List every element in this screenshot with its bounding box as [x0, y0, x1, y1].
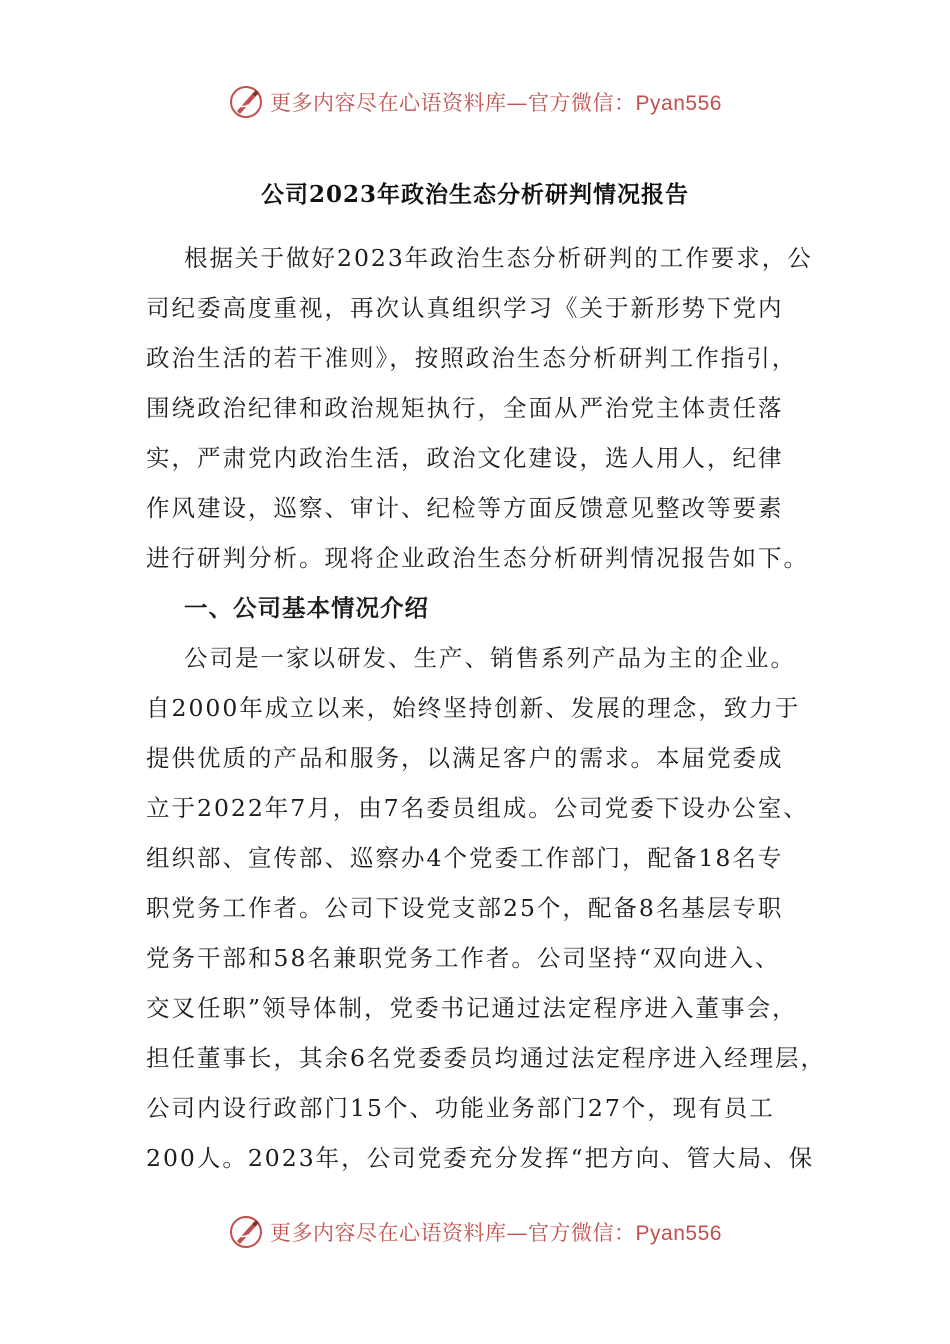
- paragraph-line: 司纪委高度重视，再次认真组织学习《关于新形势下党内: [146, 294, 784, 322]
- footer-banner: [0, 1212, 950, 1252]
- paragraph-line: 提供优质的产品和服务，以满足客户的需求。本届党委成: [146, 744, 784, 772]
- document-title: 公司2023年政治生态分析研判情况报告: [260, 181, 689, 208]
- banner-text: [270, 1217, 722, 1247]
- paragraph-line: 围绕政治纪律和政治规矩执行，全面从严治党主体责任落: [146, 394, 784, 422]
- banner-label: 更多内容尽在心语资料库—官方微信：: [270, 91, 636, 115]
- paragraph-line: 组织部、宣传部、巡察办4个党委工作部门，配备18名专: [146, 844, 784, 872]
- paragraph-line: 交叉任职”领导体制，党委书记通过法定程序进入董事会，: [146, 994, 798, 1022]
- document-body: [146, 233, 826, 1183]
- paragraph-line: 担任董事长，其余6名党委委员均通过法定程序进入经理层，: [146, 1044, 826, 1072]
- paragraph-line: 作风建设，巡察、审计、纪检等方面反馈意见整改等要素: [146, 494, 784, 522]
- banner-text: [270, 87, 722, 117]
- paragraph-line: 实，严肃党内政治生活，政治文化建设，选人用人，纪律: [146, 444, 784, 472]
- wechat-id: Pyan556: [635, 92, 722, 115]
- paragraph-line: 进行研判分析。现将企业政治生态分析研判情况报告如下。: [146, 544, 809, 572]
- banner-label: 更多内容尽在心语资料库—官方微信：: [270, 1221, 636, 1245]
- pen-logo-icon: [228, 1214, 264, 1250]
- pen-logo-icon: [228, 84, 264, 120]
- paragraph-line: 根据关于做好2023年政治生态分析研判的工作要求，公: [184, 244, 813, 272]
- paragraph-line: 立于2022年7月，由7名委员组成。公司党委下设办公室、: [146, 794, 809, 822]
- section-heading: 一、公司基本情况介绍: [184, 594, 429, 622]
- paragraph-line: 公司是一家以研发、生产、销售系列产品为主的企业。: [184, 644, 796, 672]
- paragraph-line: 200人。2023年，公司党委充分发挥“把方向、管大局、保: [146, 1144, 815, 1172]
- paragraph-line: 职党务工作者。公司下设党支部25个，配备8名基层专职: [146, 894, 784, 922]
- paragraph-line: 政治生活的若干准则》，按照政治生态分析研判工作指引，: [146, 344, 798, 372]
- header-banner: [0, 82, 950, 122]
- wechat-id: Pyan556: [635, 1222, 722, 1245]
- paragraph-line: 公司内设行政部门15个、功能业务部门27个，现有员工: [146, 1094, 775, 1122]
- paragraph-line: 自2000年成立以来，始终坚持创新、发展的理念，致力于: [146, 694, 801, 722]
- paragraph-line: 党务干部和58名兼职党务工作者。公司坚持“双向进入、: [146, 944, 781, 972]
